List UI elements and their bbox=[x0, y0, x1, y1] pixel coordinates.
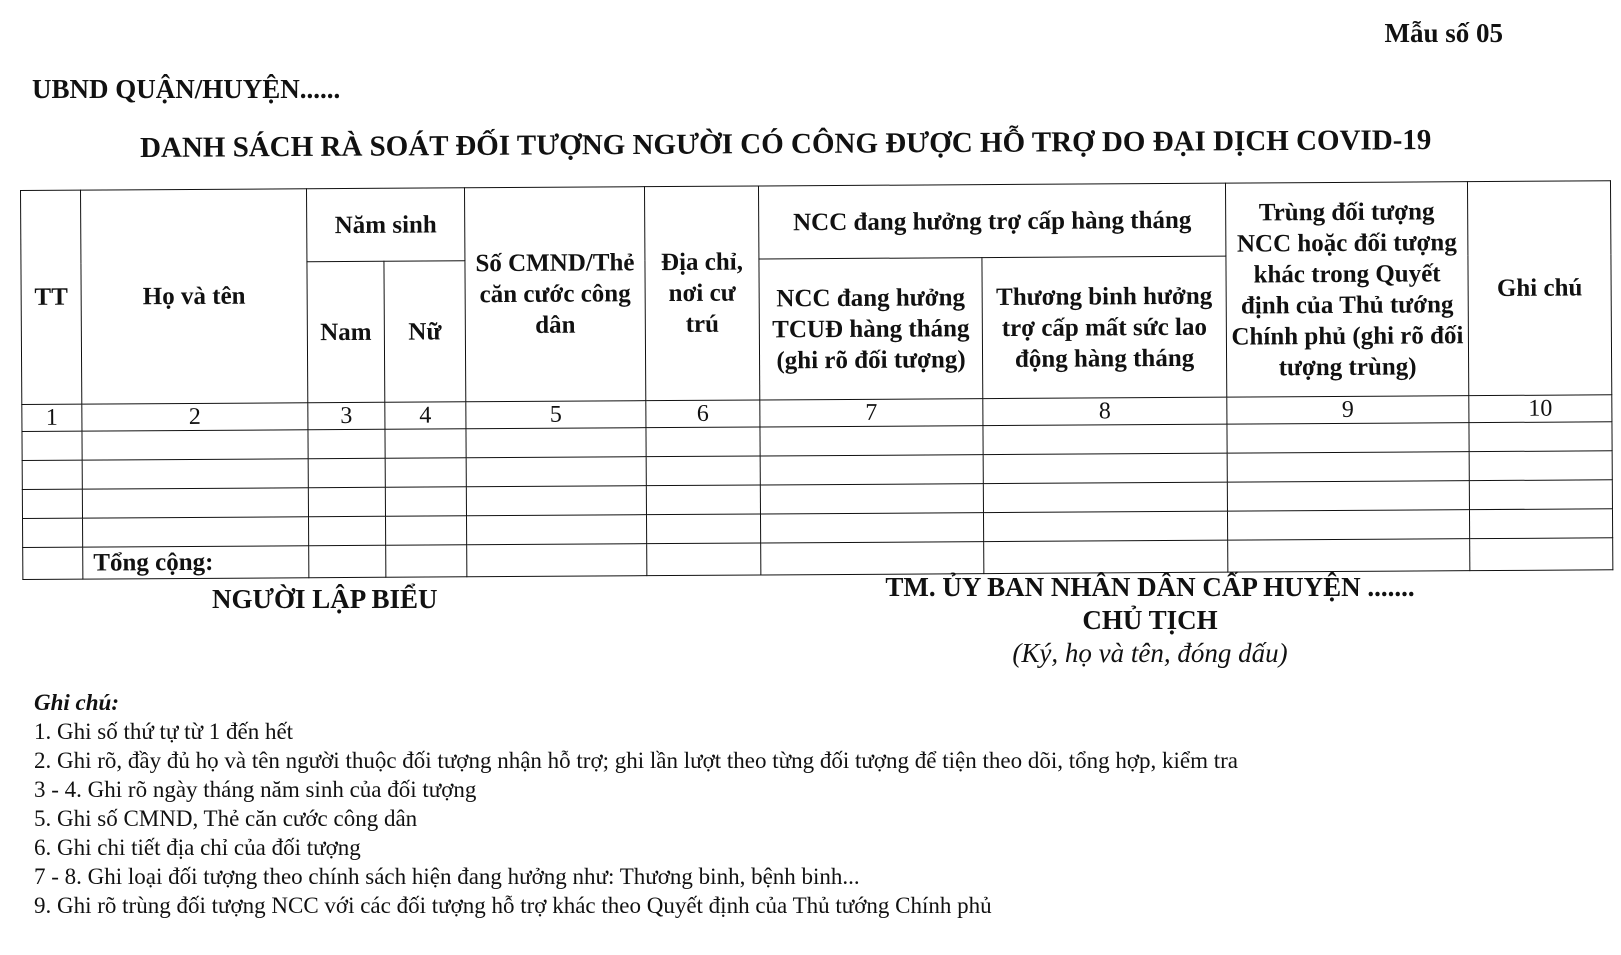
header-notes: Ghi chú bbox=[1467, 181, 1611, 396]
note-line: 1. Ghi số thứ tự từ 1 đến hết bbox=[34, 719, 294, 744]
preparer-signature-label: NGƯỜI LẬP BIỂU bbox=[212, 584, 438, 614]
form-number: Mẫu số 05 bbox=[1384, 18, 1503, 48]
header-address: Địa chỉ, nơi cư trú bbox=[644, 186, 759, 401]
note-line: 5. Ghi số CMND, Thẻ căn cước công dân bbox=[34, 806, 418, 831]
column-number: 10 bbox=[1469, 395, 1612, 423]
note-line: 2. Ghi rõ, đầy đủ họ và tên người thuộc đối tượng nhận hỗ trợ; ghi lần lượt theo từng đối tượng để tiện theo dõi, tổng hợp, kiểm tra bbox=[34, 748, 1239, 773]
column-number: 6 bbox=[646, 400, 760, 428]
column-number: 7 bbox=[760, 399, 983, 427]
note-line: 7 - 8. Ghi loại đối tượng theo chính sách hiện đang hưởng như: Thương binh, bệnh binh... bbox=[34, 864, 860, 889]
header-monthly-tcud: NCC đang hưởng TCUĐ hàng tháng (ghi rõ đối tượng) bbox=[759, 258, 983, 400]
chairman-label: CHỦ TỊCH bbox=[1082, 605, 1218, 635]
header-duplicate: Trùng đối tượng NCC hoặc đối tượng khác trong Quyết định của Thủ tướng Chính phủ (ghi rõ đối tượng trùng) bbox=[1225, 182, 1468, 397]
header-tt: TT bbox=[21, 190, 82, 404]
header-row-1 bbox=[21, 181, 1611, 264]
header-male: Nam bbox=[307, 261, 385, 402]
document-title: DANH SÁCH RÀ SOÁT ĐỐI TƯỢNG NGƯỜI CÓ CÔNG ĐƯỢC HỖ TRỢ DO ĐẠI DỊCH COVID-19 bbox=[139, 124, 1432, 164]
header-id-card: Số CMND/Thẻ căn cước công dân bbox=[464, 187, 645, 402]
chairman-signature-block bbox=[830, 572, 1470, 669]
header-female: Nữ bbox=[384, 261, 466, 402]
column-number: 1 bbox=[22, 404, 82, 431]
column-number: 8 bbox=[983, 397, 1227, 425]
header-monthly-group: NCC đang hưởng trợ cấp hàng tháng bbox=[758, 183, 1225, 259]
column-number: 4 bbox=[385, 402, 466, 429]
header-name: Họ và tên bbox=[81, 189, 308, 404]
column-number: 2 bbox=[82, 403, 308, 431]
header-birth-year: Năm sinh bbox=[306, 188, 464, 262]
notes-heading: Ghi chú: bbox=[34, 690, 119, 715]
agency-name: UBND QUẬN/HUYỆN...... bbox=[32, 74, 341, 104]
note-line: 6. Ghi chi tiết địa chỉ của đối tượng bbox=[34, 835, 361, 860]
note-line: 9. Ghi rõ trùng đối tượng NCC với các đối tượng hỗ trợ khác theo Quyết định của Thủ tướng Chính phủ bbox=[34, 893, 992, 918]
header-invalid: Thương binh hưởng trợ cấp mất sức lao động hàng tháng bbox=[982, 256, 1227, 398]
column-number: 5 bbox=[466, 401, 646, 429]
review-table bbox=[20, 180, 1613, 580]
note-line: 3 - 4. Ghi rõ ngày tháng năm sinh của đối tượng bbox=[34, 777, 477, 802]
total-label: Tổng cộng: bbox=[83, 546, 309, 579]
notes-section bbox=[34, 688, 1238, 920]
column-number: 9 bbox=[1227, 396, 1469, 424]
column-number: 3 bbox=[308, 402, 385, 429]
signature-instruction: (Ký, họ và tên, đóng dấu) bbox=[1012, 638, 1288, 668]
committee-label: TM. ỦY BAN NHÂN DÂN CẤP HUYỆN ....... bbox=[885, 572, 1415, 602]
